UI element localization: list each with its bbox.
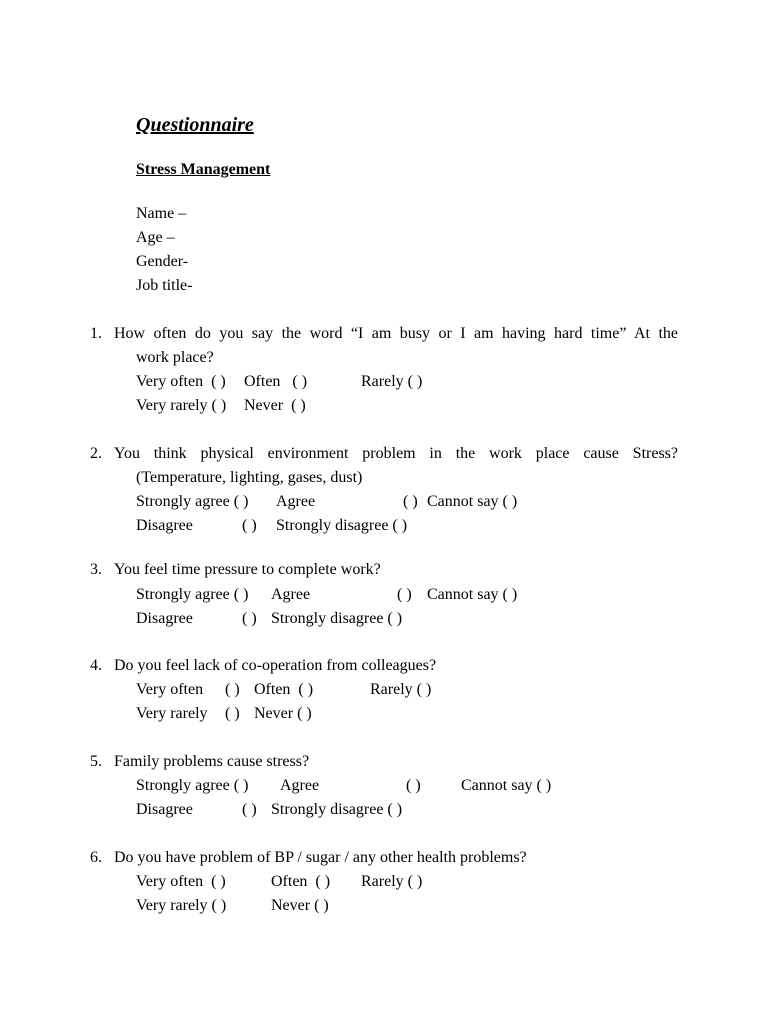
question-4-number: 4. [90,657,102,674]
option-strongly-agree[interactable]: Strongly agree ( ) [136,777,249,794]
option-never[interactable]: Never ( ) [244,397,306,414]
option-agree-label[interactable]: Agree [271,586,311,603]
question-1-number: 1. [90,325,102,342]
question-6-number: 6. [90,849,102,866]
question-1-text-cont: work place? [136,349,214,366]
option-cannot-say[interactable]: Cannot say ( ) [427,586,518,603]
option-rarely[interactable]: Rarely ( ) [361,373,423,390]
question-2-number: 2. [90,445,102,462]
option-strongly-agree[interactable]: Strongly agree ( ) [136,586,249,603]
option-often[interactable]: Often ( ) [254,681,314,698]
option-agree-label[interactable]: Agree [280,777,320,794]
option-very-often[interactable]: Very often ( ) [136,873,226,890]
option-very-rarely-box[interactable]: ( ) [225,705,240,722]
option-strongly-disagree[interactable]: Strongly disagree ( ) [271,801,403,818]
question-2-text: You think physical environment problem in the work place cause Stress? [114,445,678,462]
field-job-title: Job title- [136,277,193,294]
option-strongly-agree[interactable]: Strongly agree ( ) [136,493,249,510]
page-title: Questionnaire [136,114,254,136]
question-4-text: Do you feel lack of co-operation from colleagues? [114,657,437,674]
field-gender: Gender- [136,253,189,270]
option-often[interactable]: Often ( ) [244,373,308,390]
option-cannot-say[interactable]: Cannot say ( ) [461,777,552,794]
option-rarely[interactable]: Rarely ( ) [370,681,432,698]
option-very-often-label[interactable]: Very often [136,681,204,698]
option-disagree-box[interactable]: ( ) [242,517,257,534]
option-rarely[interactable]: Rarely ( ) [361,873,423,890]
option-disagree-label[interactable]: Disagree [136,517,193,534]
question-5-text: Family problems cause stress? [114,753,310,770]
field-age: Age – [136,229,175,246]
option-very-often-box[interactable]: ( ) [225,681,240,698]
option-never[interactable]: Never ( ) [254,705,312,722]
option-often[interactable]: Often ( ) [271,873,331,890]
option-agree-label[interactable]: Agree [276,493,316,510]
question-2-text-cont: (Temperature, lighting, gases, dust) [136,469,363,486]
option-strongly-disagree[interactable]: Strongly disagree ( ) [276,517,408,534]
option-disagree-label[interactable]: Disagree [136,610,193,627]
option-very-rarely[interactable]: Very rarely ( ) [136,397,227,414]
question-3-number: 3. [90,561,102,578]
option-agree-box[interactable]: ( ) [406,777,421,794]
field-name: Name – [136,205,187,222]
option-disagree-box[interactable]: ( ) [242,610,257,627]
question-1-text: How often do you say the word “I am busy or I am having hard time” At the [114,325,678,342]
question-6-text: Do you have problem of BP / sugar / any other health problems? [114,849,527,866]
option-never[interactable]: Never ( ) [271,897,329,914]
option-very-often[interactable]: Very often ( ) [136,373,226,390]
option-disagree-box[interactable]: ( ) [242,801,257,818]
question-3-text: You feel time pressure to complete work? [114,561,381,578]
option-cannot-say[interactable]: Cannot say ( ) [427,493,518,510]
option-very-rarely-label[interactable]: Very rarely [136,705,208,722]
option-agree-box[interactable]: ( ) [397,586,412,603]
question-5-number: 5. [90,753,102,770]
section-subtitle: Stress Management [136,161,271,178]
option-agree-box[interactable]: ( ) [403,493,418,510]
option-disagree-label[interactable]: Disagree [136,801,193,818]
option-strongly-disagree[interactable]: Strongly disagree ( ) [271,610,403,627]
option-very-rarely[interactable]: Very rarely ( ) [136,897,227,914]
